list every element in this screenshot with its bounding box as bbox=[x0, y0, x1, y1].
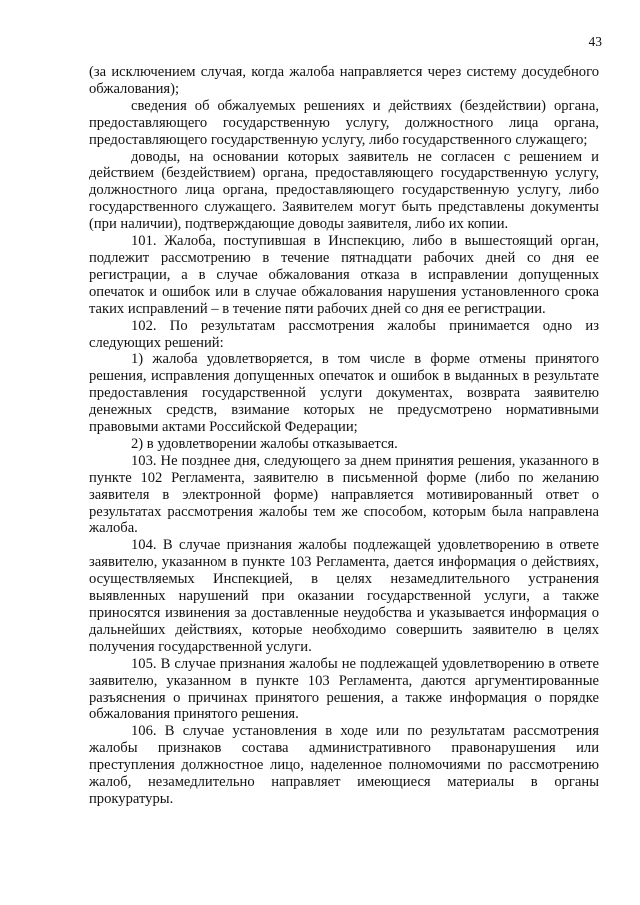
document-body bbox=[89, 64, 599, 808]
paragraph-1: сведения об обжалуемых решениях и действиях (бездействии) органа, предоставляющего государственную услугу, должностного лица органа, предоставляющего государственную услугу, либо государственного служащего; bbox=[89, 97, 599, 148]
paragraph-105: 105. В случае признания жалобы не подлежащей удовлетворению в ответе заявителю, указанном в пункте 103 Регламента, даются аргументированные разъяснения о причинах принятого решения, а также информация о порядке обжалования принятого решения. bbox=[89, 655, 599, 723]
paragraph-106: 106. В случае установления в ходе или по результатам рассмотрения жалобы признаков состава административного правонарушения или преступления должностное лицо, наделенное полномочиями по рассмотрению жалоб, незамедлительно направляет имеющиеся материалы в органы прокуратуры. bbox=[89, 723, 599, 807]
paragraph-0: (за исключением случая, когда жалоба направляется через систему досудебного обжалования); bbox=[89, 64, 599, 97]
paragraph-104: 104. В случае признания жалобы подлежащей удовлетворению в ответе заявителю, указанном в пункте 103 Регламента, дается информация о действиях, осуществляемых Инспекцией, в целях незамедлительного устранения выявленных нарушений при оказании государственной услуги, а также приносятся извинения за доставленные неудобства и указывается информация о дальнейших действиях, которые необходимо совершить заявителю в целях получения государственной услуги. bbox=[89, 537, 599, 655]
paragraph-2: доводы, на основании которых заявитель не согласен с решением и действием (бездействием) органа, предоставляющего государственную услугу, должностного лица органа, предоставляющего государственную услугу, либо государственного служащего. Заявителем могут быть представлены документы (при наличии), подтверждающие доводы заявителя, либо их копии. bbox=[89, 148, 599, 233]
paragraph-101: 101. Жалоба, поступившая в Инспекцию, либо в вышестоящий орган, подлежит рассмотрению в течение пятнадцати рабочих дней со дня ее регистрации, а в случае обжалования отказа в исправлении допущенных опечаток и ошибок или в случае обжалования нарушения установленного срока таких исправлений – в течение пяти рабочих дней со дня ее регистрации. bbox=[89, 233, 599, 317]
paragraph-102-item-2: 2) в удовлетворении жалобы отказывается. bbox=[131, 435, 398, 452]
page-number: 43 bbox=[588, 34, 602, 49]
paragraph-102-item-1: 1) жалоба удовлетворяется, в том числе в форме отмены принятого решения, исправления допущенных опечаток и ошибок в выданных в результате предоставления государственной услуги документах, возврата заявителю денежных средств, взимание которых не предусмотрено нормативными правовыми актами Российской Федерации; bbox=[89, 351, 599, 436]
paragraph-103: 103. Не позднее дня, следующего за днем принятия решения, указанного в пункте 102 Регламента, заявителю в письменной форме (либо по желанию заявителя в электронной форме) направляется мотивированный ответ о результатах рассмотрения жалобы тем же способом, которым была направлена жалоба. bbox=[89, 452, 599, 537]
paragraph-102: 102. По результатам рассмотрения жалобы принимается одно из следующих решений: bbox=[89, 317, 599, 351]
